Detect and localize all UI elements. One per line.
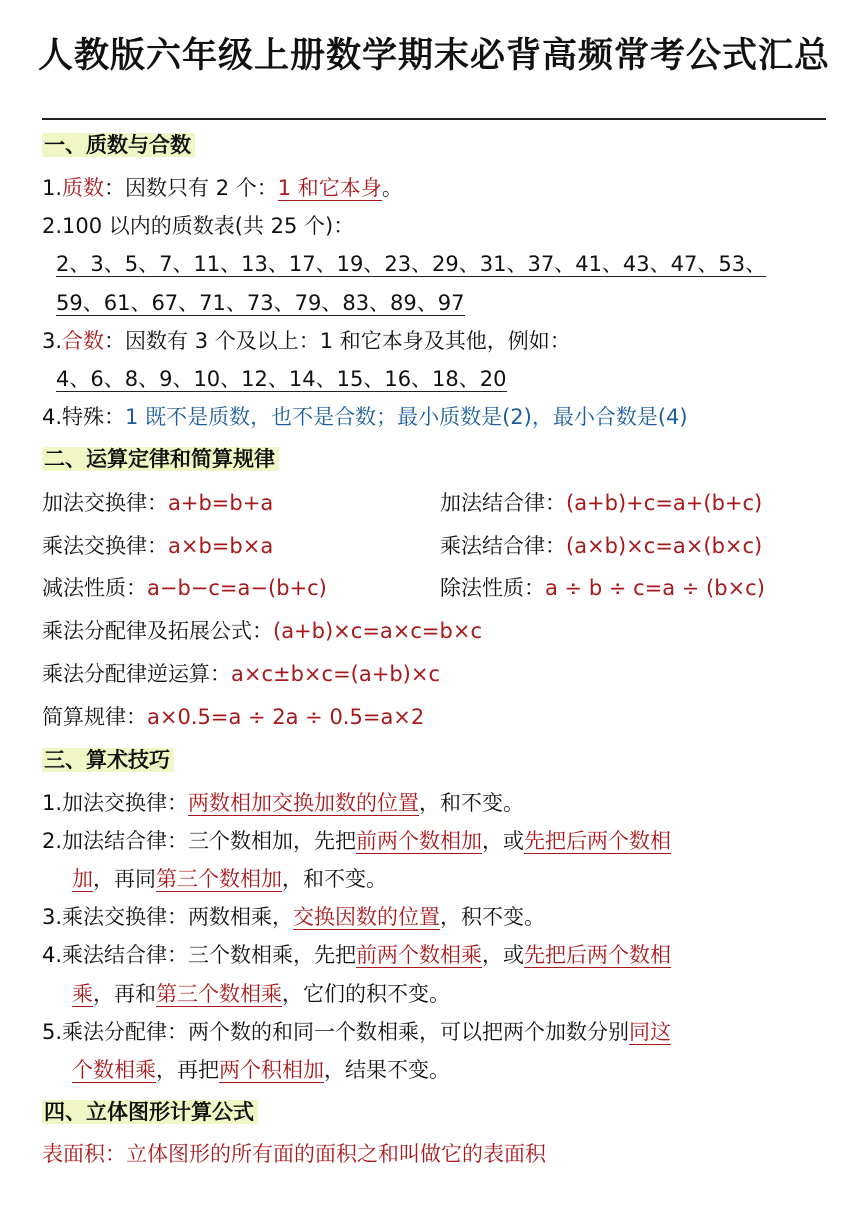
law-formula: a−b−c=a−(b+c) — [147, 576, 327, 600]
text: 。 — [381, 176, 403, 200]
text: ：因数只有 2 个： — [104, 176, 278, 200]
law-label: 减法性质： — [42, 576, 147, 600]
item-number: 3. — [42, 329, 63, 353]
prime-table-intro: 2.100 以内的质数表(共 25 个)： — [42, 214, 355, 238]
prime-definition — [42, 173, 403, 203]
tip-3 — [42, 902, 545, 932]
composite-list-text: 4、6、8、9、10、12、14、15、16、18、20 — [56, 367, 507, 391]
law-formula: a×0.5=a ÷ 2a ÷ 0.5=a×2 — [147, 705, 425, 729]
tip-5 — [42, 1017, 671, 1047]
text: 5.乘法分配律：两个数的和同一个数相乘，可以把两个加数分别 — [42, 1020, 630, 1044]
section-4-heading-text: 四、立体图形计算公式 — [42, 1100, 258, 1124]
text: ，再把 — [156, 1058, 219, 1082]
underlined-key-phrase: 前两个数相加 — [356, 829, 483, 853]
tip-1 — [42, 788, 524, 818]
law-add-commutative — [42, 488, 273, 518]
law-label: 乘法结合律： — [440, 534, 566, 558]
law-subtraction-property — [42, 573, 327, 603]
law-formula: (a+b)×c=a×c=b×c — [273, 619, 482, 643]
special-note — [42, 402, 688, 432]
special-text: 1 既不是质数，也不是合数；最小质数是(2)，最小合数是(4) — [125, 405, 688, 429]
tip-5-continued — [72, 1055, 450, 1085]
surface-area-definition: 表面积：立体图形的所有面的面积之和叫做它的表面积 — [42, 1142, 546, 1166]
underlined-key-phrase: 第三个数相加 — [156, 867, 282, 891]
text: ，再同 — [93, 867, 156, 891]
tip-4-continued — [72, 979, 450, 1009]
text: 3.乘法交换律：两数相乘， — [42, 905, 294, 929]
section-2-heading-text: 二、运算定律和简算规律 — [42, 447, 279, 471]
underlined-key-phrase: 先把后两个数相 — [524, 829, 672, 853]
prime-list-row-2 — [56, 288, 465, 318]
underlined-key-phrase: 乘 — [72, 982, 93, 1006]
law-add-associative — [440, 488, 762, 518]
section-3-heading-text: 三、算术技巧 — [42, 748, 174, 772]
underlined-key-phrase: 前两个数相乘 — [356, 943, 483, 967]
page-title: 人教版六年级上册数学期末必背高频常考公式汇总 — [37, 36, 830, 76]
law-mul-commutative — [42, 531, 273, 561]
text: ，积不变。 — [440, 905, 546, 929]
law-shortcut — [42, 702, 424, 732]
text: 2.加法结合律：三个数相加，先把 — [42, 829, 357, 853]
composite-list — [56, 364, 507, 394]
text: ，它们的积不变。 — [282, 982, 450, 1006]
text: 4.乘法结合律：三个数相乘，先把 — [42, 943, 357, 967]
law-label: 简算规律： — [42, 705, 147, 729]
underlined-key-phrase: 交换因数的位置 — [293, 905, 441, 929]
section-1-heading — [42, 130, 195, 160]
composite-definition — [42, 326, 571, 356]
section-4-heading — [42, 1097, 258, 1127]
underlined-key-phrase: 两数相加交换加数的位置 — [188, 791, 420, 815]
section-2-heading — [42, 444, 279, 474]
text: ，再和 — [93, 982, 156, 1006]
text: ，和不变。 — [282, 867, 387, 891]
underlined-key-phrase: 先把后两个数相 — [524, 943, 672, 967]
law-distributive-inverse — [42, 659, 440, 689]
law-formula: a×b=b×a — [168, 534, 274, 558]
tip-2 — [42, 826, 671, 856]
law-formula: a+b=b+a — [168, 491, 274, 515]
law-formula: (a×b)×c=a×(b×c) — [566, 534, 763, 558]
text: ，结果不变。 — [324, 1058, 450, 1082]
law-formula: (a+b)+c=a+(b+c) — [566, 491, 763, 515]
underlined-key-phrase: 个数相乘 — [72, 1058, 156, 1082]
law-division-property — [440, 573, 765, 603]
law-label: 除法性质： — [440, 576, 545, 600]
underlined-key-phrase: 加 — [72, 867, 93, 891]
underlined-answer: 1 和它本身 — [277, 176, 382, 200]
term-prime: 质数 — [62, 176, 105, 200]
law-label: 加法交换律： — [42, 491, 168, 515]
text: ，或 — [482, 829, 525, 853]
tip-4 — [42, 940, 671, 970]
law-label: 乘法分配律逆运算： — [42, 662, 231, 686]
underlined-key-phrase: 同这 — [629, 1020, 672, 1044]
text: 1.加法交换律： — [42, 791, 189, 815]
title-divider — [42, 118, 826, 120]
prime-list-row-1 — [56, 249, 766, 279]
text: ：因数有 3 个及以上：1 和它本身及其他，例如： — [104, 329, 571, 353]
law-distributive — [42, 616, 482, 646]
section-3-heading — [42, 745, 174, 775]
law-label: 乘法分配律及拓展公式： — [42, 619, 273, 643]
section-1-heading-text: 一、质数与合数 — [42, 133, 195, 157]
text: ，或 — [482, 943, 525, 967]
law-formula: a×c±b×c=(a+b)×c — [231, 662, 440, 686]
item-number: 1. — [42, 176, 63, 200]
text: ，和不变。 — [419, 791, 525, 815]
law-mul-associative — [440, 531, 762, 561]
term-composite: 合数 — [62, 329, 105, 353]
law-label: 乘法交换律： — [42, 534, 168, 558]
underlined-key-phrase: 第三个数相乘 — [156, 982, 282, 1006]
prime-list-text: 2、3、5、7、11、13、17、19、23、29、31、37、41、43、47、53、 — [56, 252, 767, 276]
law-label: 加法结合律： — [440, 491, 566, 515]
tip-2-continued — [72, 864, 387, 894]
prime-list-text: 59、61、67、71、73、79、83、89、97 — [56, 291, 465, 315]
special-label: 4.特殊： — [42, 405, 126, 429]
underlined-key-phrase: 两个积相加 — [219, 1058, 324, 1082]
law-formula: a ÷ b ÷ c=a ÷ (b×c) — [545, 576, 765, 600]
